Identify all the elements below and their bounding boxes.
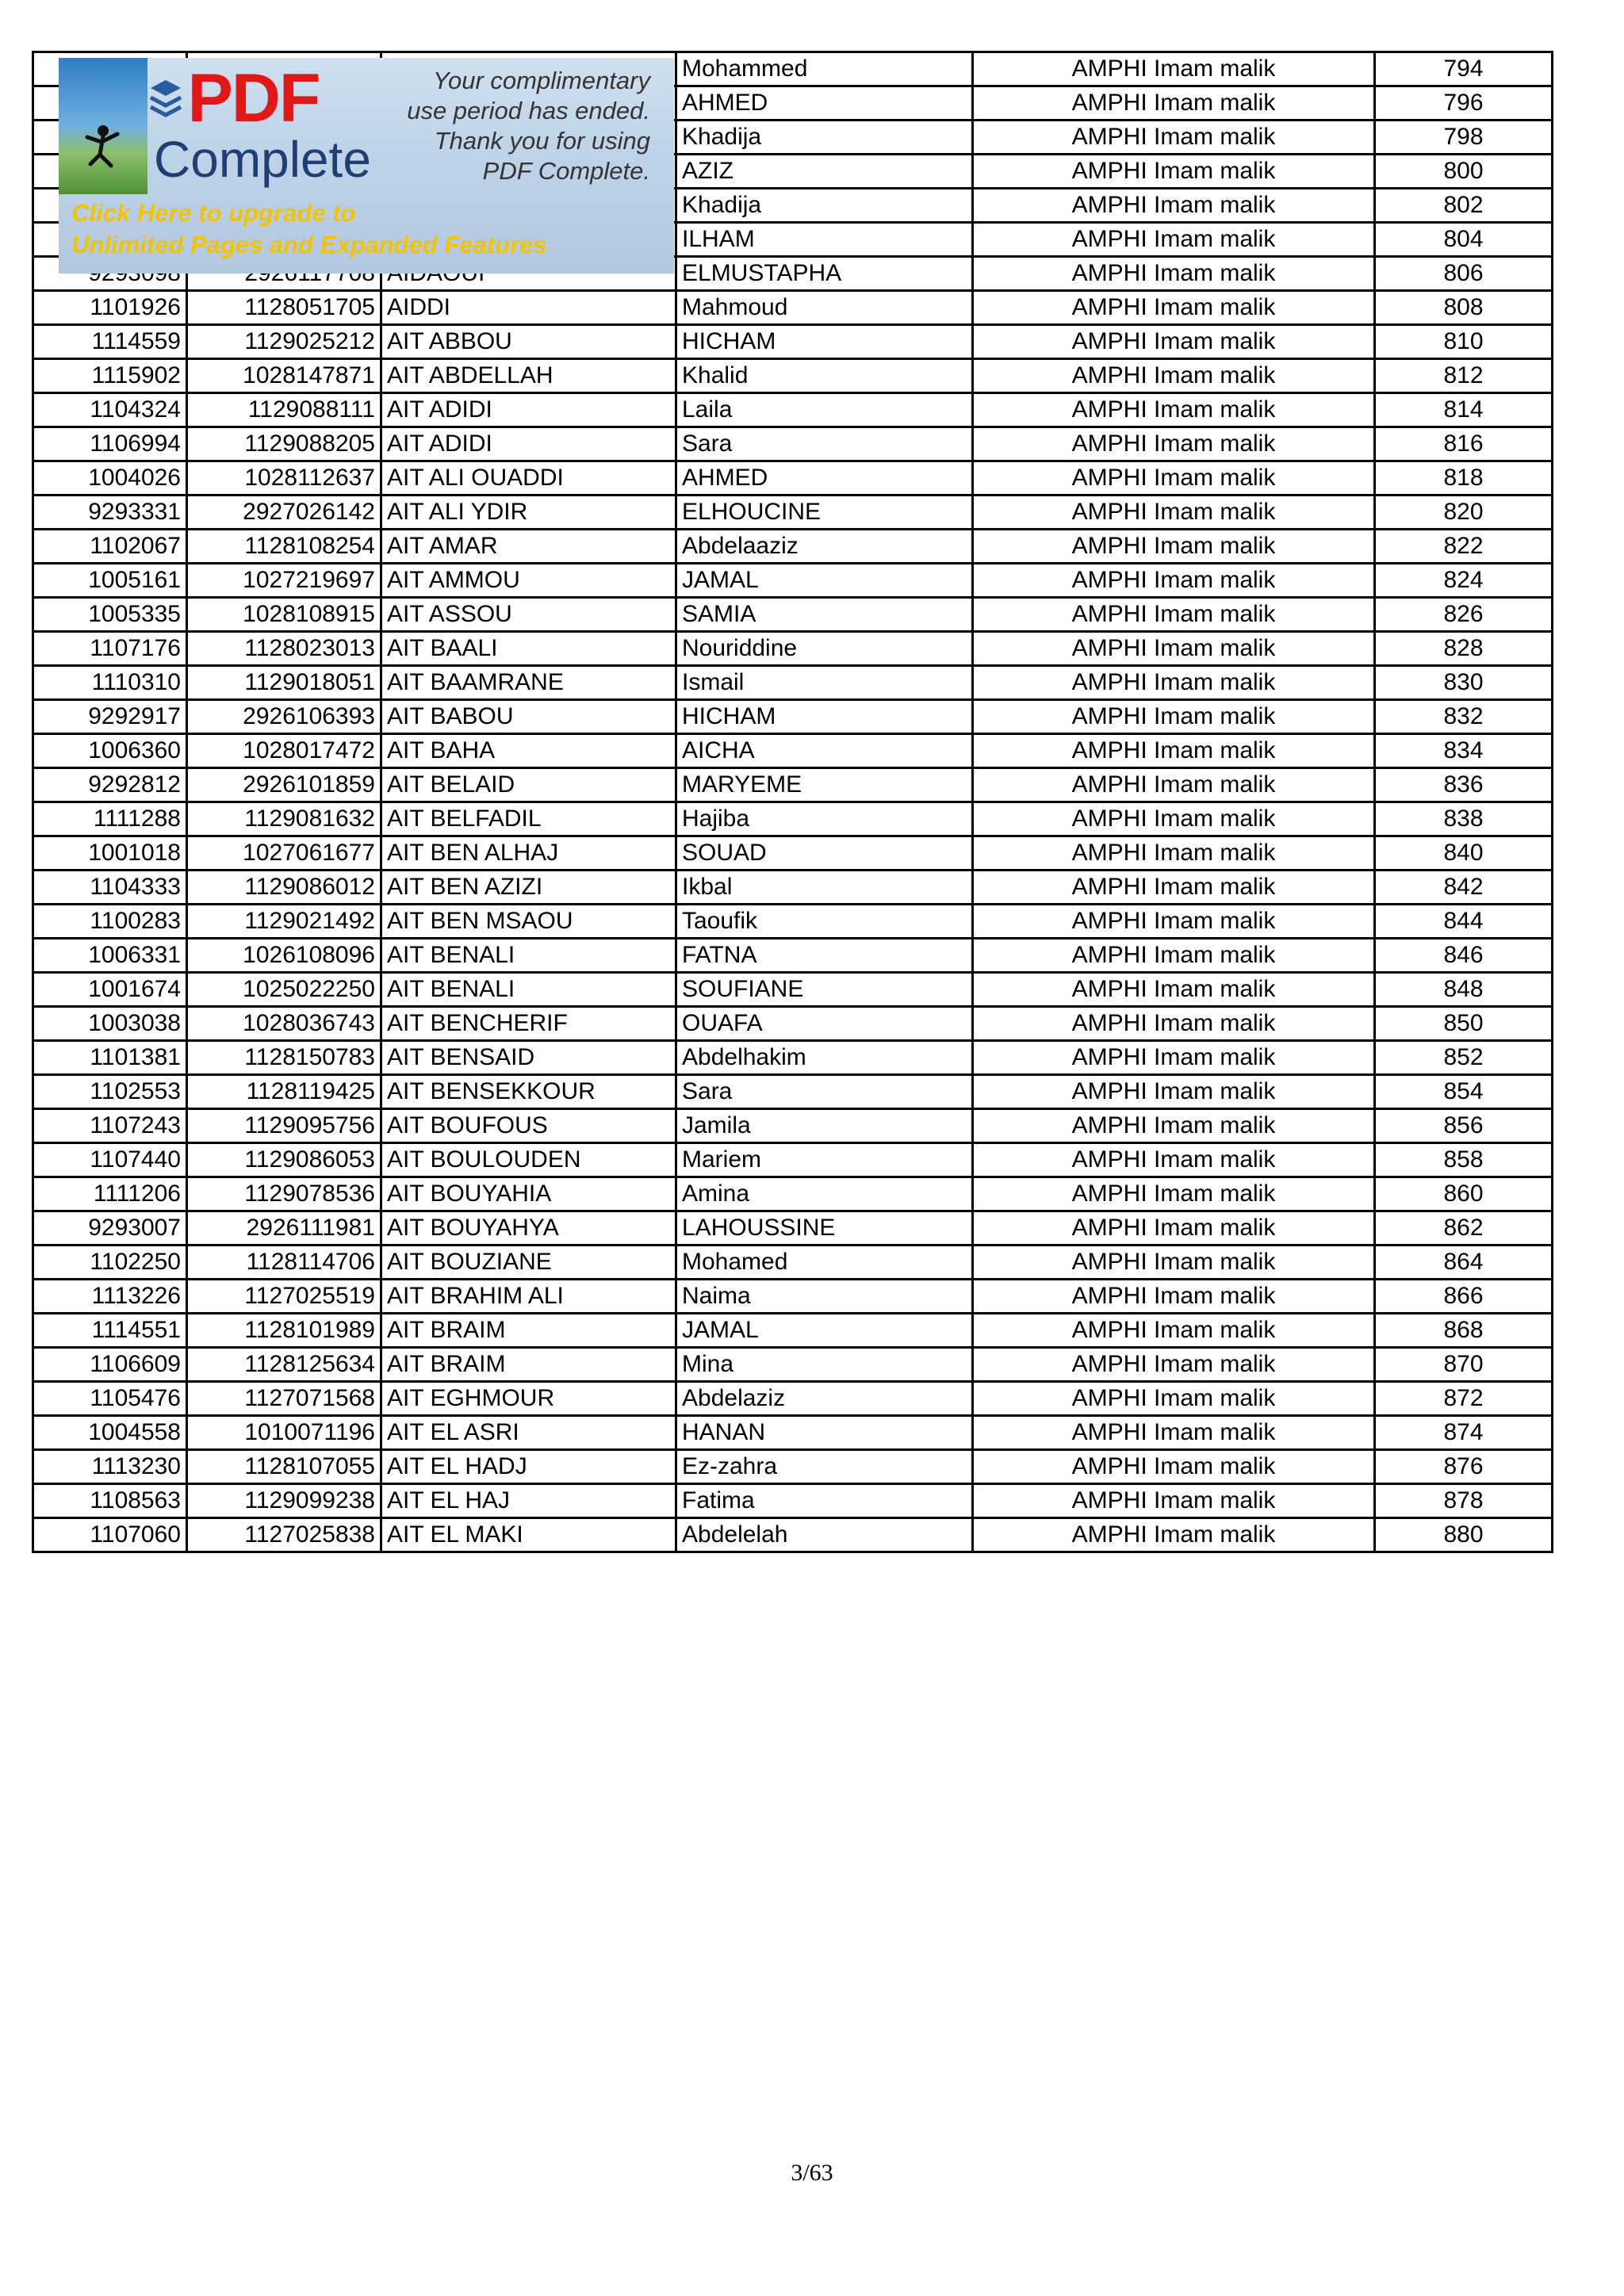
student-id-cell: 1005335 (33, 598, 187, 632)
first-name-cell: Ez-zahra (676, 1450, 973, 1484)
registration-number-cell: 1028108915 (187, 598, 381, 632)
table-row (33, 564, 1553, 598)
seat-number-cell: 794 (1375, 52, 1553, 86)
exam-room-cell: AMPHI Imam malik (973, 393, 1375, 427)
student-id-cell: 1107243 (33, 1109, 187, 1143)
exam-room-cell: AMPHI Imam malik (973, 666, 1375, 700)
upgrade-link-line[interactable]: Unlimited Pages and Expanded Features (71, 231, 547, 258)
seat-number-cell: 868 (1375, 1314, 1553, 1348)
seat-number-cell: 858 (1375, 1143, 1553, 1177)
table-row (33, 700, 1553, 734)
seat-number-cell: 822 (1375, 530, 1553, 564)
registration-number-cell: 1027061677 (187, 836, 381, 871)
exam-room-cell: AMPHI Imam malik (973, 1450, 1375, 1484)
exam-room-cell: AMPHI Imam malik (973, 496, 1375, 530)
seat-number-cell: 854 (1375, 1075, 1553, 1109)
student-id-cell: 1102250 (33, 1246, 187, 1280)
table-row (33, 1518, 1553, 1552)
exam-room-cell: AMPHI Imam malik (973, 1177, 1375, 1211)
last-name-cell: AIT BOUFOUS (381, 1109, 676, 1143)
registration-number-cell: 1028036743 (187, 1007, 381, 1041)
last-name-cell: AIT AMAR (381, 530, 676, 564)
trial-ended-message (407, 66, 650, 186)
seat-number-cell: 838 (1375, 802, 1553, 836)
last-name-cell: AIT BABOU (381, 700, 676, 734)
message-line: Your complimentary (433, 67, 650, 94)
last-name-cell: AIT BOUYAHIA (381, 1177, 676, 1211)
student-id-cell: 1107060 (33, 1518, 187, 1552)
last-name-cell: AIT ABBOU (381, 325, 676, 359)
seat-number-cell: 848 (1375, 973, 1553, 1007)
registration-number-cell: 1128101989 (187, 1314, 381, 1348)
exam-room-cell: AMPHI Imam malik (973, 734, 1375, 768)
student-id-cell: 1001018 (33, 836, 187, 871)
seat-number-cell: 874 (1375, 1416, 1553, 1450)
registration-number-cell: 2927026142 (187, 496, 381, 530)
registration-number-cell: 1129021492 (187, 905, 381, 939)
first-name-cell: LAHOUSSINE (676, 1211, 973, 1246)
student-id-cell: 1102553 (33, 1075, 187, 1109)
exam-room-cell: AMPHI Imam malik (973, 427, 1375, 461)
registration-number-cell: 1127025519 (187, 1280, 381, 1314)
seat-number-cell: 870 (1375, 1348, 1553, 1382)
first-name-cell: Khadija (676, 189, 973, 223)
table-row (33, 973, 1553, 1007)
first-name-cell: Mina (676, 1348, 973, 1382)
exam-room-cell: AMPHI Imam malik (973, 632, 1375, 666)
last-name-cell: AIT BENALI (381, 973, 676, 1007)
first-name-cell: Naima (676, 1280, 973, 1314)
first-name-cell: Mariem (676, 1143, 973, 1177)
last-name-cell: AIT BELFADIL (381, 802, 676, 836)
seat-number-cell: 806 (1375, 257, 1553, 291)
exam-room-cell: AMPHI Imam malik (973, 121, 1375, 155)
seat-number-cell: 810 (1375, 325, 1553, 359)
seat-number-cell: 798 (1375, 121, 1553, 155)
first-name-cell: JAMAL (676, 1314, 973, 1348)
registration-number-cell: 1127025838 (187, 1518, 381, 1552)
table-row (33, 1007, 1553, 1041)
last-name-cell: AIT BENCHERIF (381, 1007, 676, 1041)
exam-room-cell: AMPHI Imam malik (973, 871, 1375, 905)
registration-number-cell: 1025022250 (187, 973, 381, 1007)
first-name-cell: Sara (676, 1075, 973, 1109)
student-id-cell: 1114559 (33, 325, 187, 359)
registration-number-cell: 1129018051 (187, 666, 381, 700)
seat-number-cell: 796 (1375, 86, 1553, 121)
seat-number-cell: 862 (1375, 1211, 1553, 1246)
exam-room-cell: AMPHI Imam malik (973, 1143, 1375, 1177)
seat-number-cell: 836 (1375, 768, 1553, 802)
exam-room-cell: AMPHI Imam malik (973, 1382, 1375, 1416)
registration-number-cell: 1129095756 (187, 1109, 381, 1143)
table-row (33, 1484, 1553, 1518)
last-name-cell: AIT BEN AZIZI (381, 871, 676, 905)
first-name-cell: Khalid (676, 359, 973, 393)
jumping-person-photo-icon (59, 58, 147, 194)
student-id-cell: 9293007 (33, 1211, 187, 1246)
exam-room-cell: AMPHI Imam malik (973, 598, 1375, 632)
last-name-cell: AIT BEN ALHAJ (381, 836, 676, 871)
table-row (33, 1450, 1553, 1484)
exam-room-cell: AMPHI Imam malik (973, 52, 1375, 86)
first-name-cell: Fatima (676, 1484, 973, 1518)
exam-room-cell: AMPHI Imam malik (973, 291, 1375, 325)
brand-pdf-text: PDF (187, 60, 320, 136)
student-id-cell: 1104333 (33, 871, 187, 905)
last-name-cell: AIT BAHA (381, 734, 676, 768)
table-row (33, 1041, 1553, 1075)
table-row (33, 905, 1553, 939)
first-name-cell: Taoufik (676, 905, 973, 939)
student-id-cell: 1106994 (33, 427, 187, 461)
exam-room-cell: AMPHI Imam malik (973, 1518, 1375, 1552)
seat-number-cell: 850 (1375, 1007, 1553, 1041)
seat-number-cell: 846 (1375, 939, 1553, 973)
seat-number-cell: 872 (1375, 1382, 1553, 1416)
student-id-cell: 1111206 (33, 1177, 187, 1211)
registration-number-cell: 2926106393 (187, 700, 381, 734)
registration-number-cell: 1127071568 (187, 1382, 381, 1416)
registration-number-cell: 1129099238 (187, 1484, 381, 1518)
registration-number-cell: 1128108254 (187, 530, 381, 564)
table-row (33, 836, 1553, 871)
table-row (33, 291, 1553, 325)
exam-room-cell: AMPHI Imam malik (973, 223, 1375, 257)
last-name-cell: AIT ALI OUADDI (381, 461, 676, 496)
student-id-cell: 1105476 (33, 1382, 187, 1416)
seat-number-cell: 852 (1375, 1041, 1553, 1075)
student-id-cell: 1115902 (33, 359, 187, 393)
exam-room-cell: AMPHI Imam malik (973, 155, 1375, 189)
last-name-cell: AIT EL HADJ (381, 1450, 676, 1484)
last-name-cell: AIT BAAMRANE (381, 666, 676, 700)
student-id-cell: 1006360 (33, 734, 187, 768)
registration-number-cell: 1129088111 (187, 393, 381, 427)
seat-number-cell: 864 (1375, 1246, 1553, 1280)
first-name-cell: OUAFA (676, 1007, 973, 1041)
table-row (33, 496, 1553, 530)
table-row (33, 1382, 1553, 1416)
exam-room-cell: AMPHI Imam malik (973, 905, 1375, 939)
table-row (33, 768, 1553, 802)
first-name-cell: Sara (676, 427, 973, 461)
last-name-cell: AIT ASSOU (381, 598, 676, 632)
exam-room-cell: AMPHI Imam malik (973, 1041, 1375, 1075)
student-id-cell: 1001674 (33, 973, 187, 1007)
first-name-cell: Mahmoud (676, 291, 973, 325)
student-id-cell: 9293331 (33, 496, 187, 530)
table-row (33, 598, 1553, 632)
exam-room-cell: AMPHI Imam malik (973, 836, 1375, 871)
registration-number-cell: 1129078536 (187, 1177, 381, 1211)
student-id-cell: 1004026 (33, 461, 187, 496)
table-row (33, 632, 1553, 666)
registration-number-cell: 1028112637 (187, 461, 381, 496)
student-id-cell: 1110310 (33, 666, 187, 700)
registration-number-cell: 1026108096 (187, 939, 381, 973)
first-name-cell: Abdelaaziz (676, 530, 973, 564)
table-row (33, 1416, 1553, 1450)
exam-room-cell: AMPHI Imam malik (973, 1007, 1375, 1041)
exam-room-cell: AMPHI Imam malik (973, 1246, 1375, 1280)
last-name-cell: AIT BAALI (381, 632, 676, 666)
student-id-cell: 1101381 (33, 1041, 187, 1075)
table-row (33, 1314, 1553, 1348)
first-name-cell: SOUAD (676, 836, 973, 871)
first-name-cell: Jamila (676, 1109, 973, 1143)
exam-room-cell: AMPHI Imam malik (973, 1416, 1375, 1450)
first-name-cell: Abdelelah (676, 1518, 973, 1552)
first-name-cell: AHMED (676, 461, 973, 496)
seat-number-cell: 818 (1375, 461, 1553, 496)
seat-number-cell: 878 (1375, 1484, 1553, 1518)
first-name-cell: SOUFIANE (676, 973, 973, 1007)
last-name-cell: AIT BELAID (381, 768, 676, 802)
student-id-cell: 1006331 (33, 939, 187, 973)
table-row (33, 530, 1553, 564)
last-name-cell: AIT EL MAKI (381, 1518, 676, 1552)
exam-room-cell: AMPHI Imam malik (973, 768, 1375, 802)
student-id-cell: 1100283 (33, 905, 187, 939)
seat-number-cell: 808 (1375, 291, 1553, 325)
registration-number-cell: 1129081632 (187, 802, 381, 836)
last-name-cell: AIT BENSEKKOUR (381, 1075, 676, 1109)
first-name-cell: Mohamed (676, 1246, 973, 1280)
first-name-cell: SAMIA (676, 598, 973, 632)
first-name-cell: Amina (676, 1177, 973, 1211)
first-name-cell: MARYEME (676, 768, 973, 802)
pdf-complete-upgrade-banner[interactable] (59, 58, 674, 274)
roster-table (32, 51, 1553, 1553)
last-name-cell: AIT EL HAJ (381, 1484, 676, 1518)
upgrade-link[interactable] (71, 197, 547, 261)
roster-table-body (33, 52, 1553, 1552)
student-id-cell: 1003038 (33, 1007, 187, 1041)
last-name-cell: AIT BOUZIANE (381, 1246, 676, 1280)
last-name-cell: AIT ALI YDIR (381, 496, 676, 530)
last-name-cell: AIT EGHMOUR (381, 1382, 676, 1416)
last-name-cell: AIT BRAHIM ALI (381, 1280, 676, 1314)
registration-number-cell: 2926101859 (187, 768, 381, 802)
first-name-cell: HANAN (676, 1416, 973, 1450)
table-row (33, 939, 1553, 973)
exam-room-cell: AMPHI Imam malik (973, 1075, 1375, 1109)
seat-number-cell: 826 (1375, 598, 1553, 632)
last-name-cell: AIT ADIDI (381, 393, 676, 427)
last-name-cell: AIT ADIDI (381, 427, 676, 461)
student-id-cell: 1108563 (33, 1484, 187, 1518)
message-line: use period has ended. (407, 97, 650, 124)
seat-number-cell: 828 (1375, 632, 1553, 666)
exam-room-cell: AMPHI Imam malik (973, 1109, 1375, 1143)
exam-room-cell: AMPHI Imam malik (973, 86, 1375, 121)
exam-room-cell: AMPHI Imam malik (973, 564, 1375, 598)
first-name-cell: ELMUSTAPHA (676, 257, 973, 291)
first-name-cell: Nouriddine (676, 632, 973, 666)
table-row (33, 666, 1553, 700)
table-row (33, 1246, 1553, 1280)
table-row (33, 393, 1553, 427)
first-name-cell: AZIZ (676, 155, 973, 189)
student-id-cell: 1107176 (33, 632, 187, 666)
exam-room-cell: AMPHI Imam malik (973, 1314, 1375, 1348)
student-id-cell: 1106609 (33, 1348, 187, 1382)
registration-number-cell: 1128125634 (187, 1348, 381, 1382)
table-row (33, 1177, 1553, 1211)
message-line: Thank you for using (434, 127, 650, 155)
first-name-cell: AICHA (676, 734, 973, 768)
registration-number-cell: 1128051705 (187, 291, 381, 325)
exam-room-cell: AMPHI Imam malik (973, 1211, 1375, 1246)
registration-number-cell: 1128119425 (187, 1075, 381, 1109)
student-id-cell: 9292812 (33, 768, 187, 802)
first-name-cell: Ikbal (676, 871, 973, 905)
seat-number-cell: 820 (1375, 496, 1553, 530)
registration-number-cell: 1128023013 (187, 632, 381, 666)
first-name-cell: ILHAM (676, 223, 973, 257)
table-row (33, 871, 1553, 905)
brand-complete-text: Complete (154, 131, 371, 188)
last-name-cell: AIT BENALI (381, 939, 676, 973)
seat-number-cell: 876 (1375, 1450, 1553, 1484)
first-name-cell: Mohammed (676, 52, 973, 86)
student-id-cell: 1114551 (33, 1314, 187, 1348)
seat-number-cell: 812 (1375, 359, 1553, 393)
last-name-cell: AIT BOULOUDEN (381, 1143, 676, 1177)
first-name-cell: HICHAM (676, 700, 973, 734)
exam-room-cell: AMPHI Imam malik (973, 1280, 1375, 1314)
registration-number-cell: 1128114706 (187, 1246, 381, 1280)
table-row (33, 1075, 1553, 1109)
upgrade-link-line[interactable]: Click Here to upgrade to (71, 199, 356, 227)
first-name-cell: Abdelhakim (676, 1041, 973, 1075)
student-id-cell: 1102067 (33, 530, 187, 564)
seat-number-cell: 814 (1375, 393, 1553, 427)
seat-number-cell: 866 (1375, 1280, 1553, 1314)
last-name-cell: AIT EL ASRI (381, 1416, 676, 1450)
first-name-cell: Khadija (676, 121, 973, 155)
registration-number-cell: 1129088205 (187, 427, 381, 461)
table-row (33, 1211, 1553, 1246)
registration-number-cell: 1027219697 (187, 564, 381, 598)
exam-room-cell: AMPHI Imam malik (973, 1484, 1375, 1518)
layers-icon (147, 77, 184, 125)
seat-number-cell: 860 (1375, 1177, 1553, 1211)
student-id-cell: 1113230 (33, 1450, 187, 1484)
table-row (33, 359, 1553, 393)
table-row (33, 734, 1553, 768)
registration-number-cell: 1129086012 (187, 871, 381, 905)
table-row (33, 1280, 1553, 1314)
page-number: 3/63 (791, 2160, 833, 2186)
first-name-cell: Ismail (676, 666, 973, 700)
last-name-cell: AIT AMMOU (381, 564, 676, 598)
exam-room-cell: AMPHI Imam malik (973, 325, 1375, 359)
seat-number-cell: 840 (1375, 836, 1553, 871)
exam-room-cell: AMPHI Imam malik (973, 189, 1375, 223)
seat-number-cell: 816 (1375, 427, 1553, 461)
student-id-cell: 1101926 (33, 291, 187, 325)
seat-number-cell: 844 (1375, 905, 1553, 939)
exam-room-cell: AMPHI Imam malik (973, 939, 1375, 973)
exam-room-cell: AMPHI Imam malik (973, 802, 1375, 836)
registration-number-cell: 1129025212 (187, 325, 381, 359)
seat-number-cell: 856 (1375, 1109, 1553, 1143)
seat-number-cell: 834 (1375, 734, 1553, 768)
exam-room-cell: AMPHI Imam malik (973, 700, 1375, 734)
student-id-cell: 1005161 (33, 564, 187, 598)
table-row (33, 427, 1553, 461)
student-id-cell: 1113226 (33, 1280, 187, 1314)
table-row (33, 1348, 1553, 1382)
first-name-cell: Abdelaziz (676, 1382, 973, 1416)
exam-room-cell: AMPHI Imam malik (973, 359, 1375, 393)
table-row (33, 1143, 1553, 1177)
first-name-cell: JAMAL (676, 564, 973, 598)
last-name-cell: AIT ABDELLAH (381, 359, 676, 393)
seat-number-cell: 824 (1375, 564, 1553, 598)
seat-number-cell: 802 (1375, 189, 1553, 223)
registration-number-cell: 1129086053 (187, 1143, 381, 1177)
seat-number-cell: 880 (1375, 1518, 1553, 1552)
exam-room-cell: AMPHI Imam malik (973, 1348, 1375, 1382)
table-row (33, 1109, 1553, 1143)
exam-room-cell: AMPHI Imam malik (973, 257, 1375, 291)
registration-number-cell: 1128150783 (187, 1041, 381, 1075)
seat-number-cell: 804 (1375, 223, 1553, 257)
student-id-cell: 1104324 (33, 393, 187, 427)
seat-number-cell: 800 (1375, 155, 1553, 189)
first-name-cell: FATNA (676, 939, 973, 973)
registration-number-cell: 1028017472 (187, 734, 381, 768)
last-name-cell: AIT BEN MSAOU (381, 905, 676, 939)
student-id-cell: 9292917 (33, 700, 187, 734)
student-id-cell: 1004558 (33, 1416, 187, 1450)
registration-number-cell: 1010071196 (187, 1416, 381, 1450)
first-name-cell: HICHAM (676, 325, 973, 359)
last-name-cell: AIT BRAIM (381, 1348, 676, 1382)
registration-number-cell: 1028147871 (187, 359, 381, 393)
exam-room-cell: AMPHI Imam malik (973, 973, 1375, 1007)
first-name-cell: AHMED (676, 86, 973, 121)
exam-room-cell: AMPHI Imam malik (973, 530, 1375, 564)
table-row (33, 325, 1553, 359)
table-row (33, 461, 1553, 496)
registration-number-cell: 2926111981 (187, 1211, 381, 1246)
last-name-cell: AIT BOUYAHYA (381, 1211, 676, 1246)
seat-number-cell: 842 (1375, 871, 1553, 905)
seat-number-cell: 832 (1375, 700, 1553, 734)
table-row (33, 802, 1553, 836)
last-name-cell: AIT BENSAID (381, 1041, 676, 1075)
pdf-complete-logo (147, 60, 371, 188)
seat-number-cell: 830 (1375, 666, 1553, 700)
first-name-cell: Hajiba (676, 802, 973, 836)
student-id-cell: 1107440 (33, 1143, 187, 1177)
registration-number-cell: 1128107055 (187, 1450, 381, 1484)
last-name-cell: AIDDI (381, 291, 676, 325)
message-line: PDF Complete. (482, 157, 650, 185)
last-name-cell: AIT BRAIM (381, 1314, 676, 1348)
exam-room-cell: AMPHI Imam malik (973, 461, 1375, 496)
student-id-cell: 1111288 (33, 802, 187, 836)
first-name-cell: Laila (676, 393, 973, 427)
first-name-cell: ELHOUCINE (676, 496, 973, 530)
